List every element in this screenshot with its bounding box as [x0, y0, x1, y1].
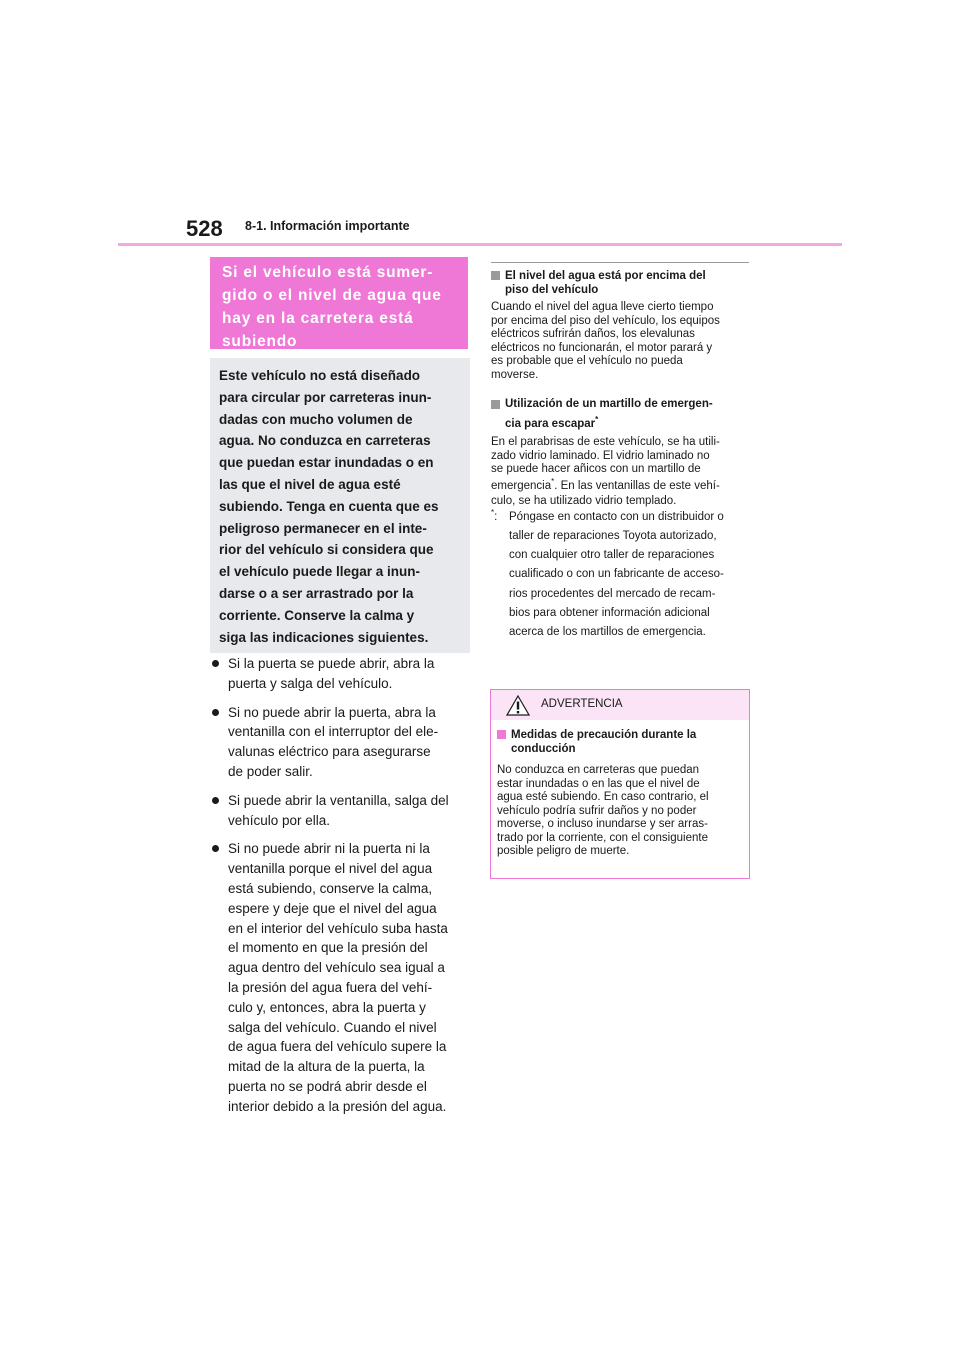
body-text: En el parabrisas de este vehículo, se ha utili- zado vidrio laminado. El vidrio laminado no se puede hacer añicos con un martillo de [491, 436, 720, 475]
body-text-line: culo, se ha utilizado vidrio templado. [491, 494, 677, 507]
footnote-marker [491, 508, 497, 527]
warning-body: No conduzca en carreteras que puedan estar inundadas o en las que el nivel de agua esté subiendo. En caso contrario, el vehículo podría sufrir daños y no poder moverse, o incluso inundarse y ser arras- trado por la corriente, con el consiguiente posible peligro de muerte. [497, 764, 709, 857]
section-heading: Si el vehículo está sumer- gido o el nivel de agua que hay en la carretera está subiendo [222, 264, 442, 350]
footnote-colon: : [494, 510, 498, 523]
footnote-mark: * [551, 476, 555, 486]
warning-content [491, 720, 749, 859]
subsection-body-water-level: Cuando el nivel del agua lleve cierto tiempo por encima del piso del vehículo, los equipos eléctricos sufrirán daños, los elevalunas eléctricos no funcionarán, el motor parará y es probable que el vehículo no pueda moverse. [491, 301, 720, 381]
bullet-icon [212, 845, 219, 852]
warning-box [490, 689, 750, 879]
subsection-heading-line: Utilización de un martillo de emergen- [505, 398, 713, 410]
list-item [209, 654, 473, 694]
intro-text: Este vehículo no está diseñado para circular por carreteras inun- dadas con mucho volumen de agua. No conduzca en carreteras que puedan estar inundadas o en las que el nivel de agua esté subiendo. Tenga en cuenta que es peligroso permanecer en el inte- rior del vehículo si considera que el vehículo puede llegar a inun- darse o a ser arrastrado por la corriente. Conserve la calma y siga las indicaciones siguientes. [219, 368, 439, 645]
section-divider [491, 262, 749, 263]
list-item-text: Si no puede abrir la puerta, abra la ventanilla con el interruptor del ele- valunas eléctrico para asegurarse de poder salir. [228, 704, 439, 779]
footnote [491, 508, 749, 643]
right-column [491, 262, 749, 643]
bullet-icon [212, 660, 219, 667]
bullet-icon [212, 709, 219, 716]
subsection-heading-line: cia para escapar [505, 418, 596, 430]
footnote-mark: * [491, 507, 495, 517]
square-bullet-icon [491, 271, 500, 280]
footnote-mark: * [595, 415, 599, 425]
page-number: 528 [186, 216, 223, 241]
subsection-body-emergency-hammer [491, 436, 749, 508]
list-item [209, 703, 473, 782]
square-bullet-icon [497, 730, 506, 739]
subsection-heading-water-level [491, 269, 749, 297]
bullet-icon [212, 797, 219, 804]
square-bullet-icon [491, 400, 500, 409]
list-item-text: Si la puerta se puede abrir, abra la puerta y salga del vehículo. [228, 656, 435, 691]
subsection-heading-emergency-hammer [491, 394, 749, 434]
header-rule [118, 243, 842, 246]
body-text-fragment: emergencia [491, 479, 552, 492]
list-item [209, 791, 473, 831]
list-item-text: Si no puede abrir ni la puerta ni la ventanilla porque el nivel del agua está subiendo, conserve la calma, espere y deje que el nivel del agua en el interior del vehículo suba hasta el momento en que la presión del agua dentro del vehículo sea igual a la presión del agua fuera del vehí- culo y, entonces, abra la puerta y salga del vehículo. Cuando el nivel de agua fuera del vehículo supere la mitad de la altura de la puerta, la puerta no se podrá abrir desde el interior debido a la presión del agua. [228, 841, 448, 1114]
body-text-line [491, 477, 749, 495]
warning-title: ADVERTENCIA [541, 698, 623, 710]
warning-heading [497, 728, 743, 756]
instruction-list [209, 654, 473, 1126]
body-text-fragment: . En las ventanillas de este vehí- [554, 479, 720, 492]
list-item-text: Si puede abrir la ventanilla, salga del vehículo por ella. [228, 792, 449, 828]
section-heading-box [210, 257, 468, 349]
list-item [209, 839, 473, 1116]
warning-triangle-icon [506, 695, 530, 716]
subsection-heading-text: El nivel del agua está por encima del piso del vehículo [505, 270, 706, 296]
chapter-title: 8-1. Información importante [245, 219, 410, 233]
intro-box [210, 358, 470, 653]
warning-heading-text: Medidas de precaución durante la conducción [511, 729, 697, 755]
warning-header [491, 690, 749, 720]
footnote-text: Póngase en contacto con un distribuidor o taller de reparaciones Toyota autorizado, con cualquier otro taller de reparaciones cualificado o con un fabricante de acceso- rios procedentes del mercado de recam- bios para obtener información adicional acerca de los martillos de emergencia. [509, 510, 724, 639]
